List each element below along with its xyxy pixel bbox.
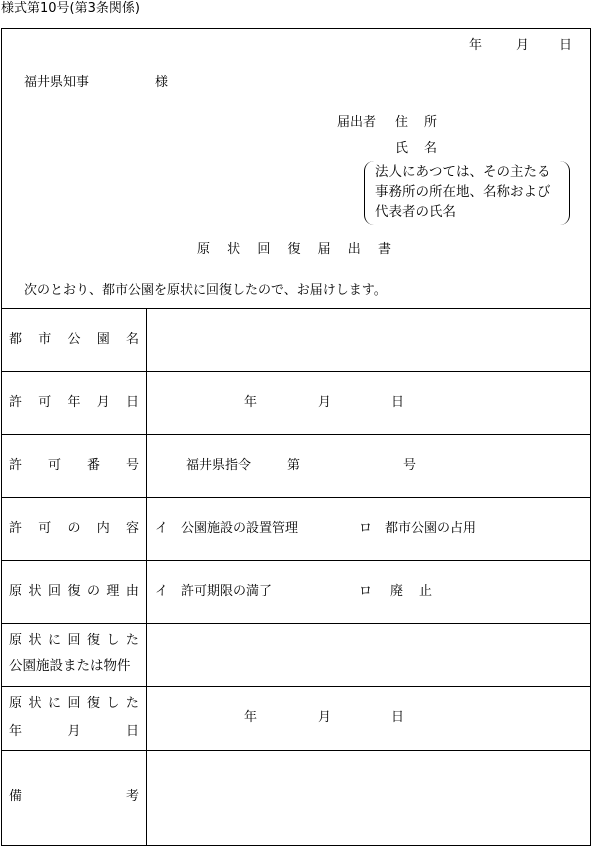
label-char: 状 [28,584,42,599]
title-char: 状 [227,242,241,257]
corporate-note-line-1: 法人にあつては、その主たる [375,164,551,180]
label-char: 年 [9,724,23,739]
label-char: た [125,696,139,711]
permit-number-dai: 第 [287,458,301,473]
label-char: 容 [125,521,139,536]
remarks-label [9,790,139,803]
label-char: 回 [47,584,61,599]
header-date-month: 月 [516,38,530,53]
label-char: 状 [28,696,42,711]
title-char: 回 [257,242,271,257]
label-char: 由 [125,584,139,599]
title-char: 届 [317,242,331,257]
park-name-label [9,333,139,346]
permit-date-label [9,396,139,409]
corporate-note-line-3: 代表者の氏名 [375,204,456,220]
label-char: の [86,584,100,599]
restore-reason-option-a[interactable]: イ 許可期限の満了 [155,584,273,599]
label-char: 許 [9,521,23,536]
permit-date-year: 年 [244,395,258,410]
form-number: 様式第10号(第3条関係) [1,1,140,16]
permit-number-go: 号 [403,458,417,473]
permit-number-prefix: 福井県指令 [186,458,252,473]
row-divider-6 [1,686,591,687]
label-char: 園 [96,332,110,347]
label-char: 都 [9,332,23,347]
restore-reason-option-b-mark[interactable]: ロ [359,584,373,599]
addressee-name: 福井県知事 [24,75,90,90]
label-char: 可 [38,521,52,536]
restore-reason-option-b-1[interactable]: 廃 [390,584,404,599]
label-char: し [106,696,120,711]
form-frame [1,28,591,846]
title-char: 出 [347,242,361,257]
label-char: に [47,696,61,711]
label-char: 可 [47,458,61,473]
label-char: 考 [125,789,139,804]
label-char: 回 [67,633,81,648]
corporate-note-line-2: 事務所の所在地、名称および [375,184,551,200]
label-char: 月 [96,395,110,410]
label-char: 市 [38,332,52,347]
corporate-note-bracket [364,161,570,225]
remarks-field[interactable] [147,751,590,845]
label-char: の [67,521,81,536]
permit-date-day: 日 [391,395,405,410]
label-char: 復 [86,633,100,648]
title-char: 書 [377,242,391,257]
document-title [197,243,391,256]
restored-items-field[interactable] [147,624,590,686]
permit-content-option-a[interactable]: イ 公園施設の設置管理 [155,521,299,536]
label-char: 原 [9,584,23,599]
park-name-field[interactable] [147,309,590,371]
label-char: 内 [96,521,110,536]
label-char: 原 [9,633,23,648]
label-char: 復 [86,696,100,711]
label-char: 回 [67,696,81,711]
label-char: 許 [9,395,23,410]
label-char: 備 [9,789,23,804]
restored-date-label-line-1 [9,697,139,710]
title-char: 復 [287,242,301,257]
label-char: 公 [67,332,81,347]
label-char: 理 [106,584,120,599]
label-char: 復 [67,584,81,599]
label-char: 可 [38,395,52,410]
restored-date-day: 日 [391,710,405,725]
row-divider-2 [1,434,591,435]
label-char: 日 [125,395,139,410]
label-char: 月 [67,724,81,739]
row-divider-4 [1,560,591,561]
label-char: 原 [9,696,23,711]
restored-items-label-line-1 [9,634,139,647]
submitter-address-label-2: 所 [424,115,438,130]
addressee-honorific: 様 [155,75,169,90]
submitter-label: 届出者 [337,115,377,130]
label-char: た [125,633,139,648]
title-char: 原 [197,242,211,257]
submitter-address-label: 住 [395,115,409,130]
label-char: 年 [67,395,81,410]
restore-reason-label [9,585,139,598]
restored-date-year: 年 [244,710,258,725]
label-char: 号 [125,458,139,473]
restored-items-label-line-2: 公園施設または物件 [9,658,131,674]
row-divider-3 [1,497,591,498]
label-char: し [106,633,120,648]
header-date-day: 日 [559,38,573,53]
restore-reason-option-b-2[interactable]: 止 [419,584,433,599]
intro-sentence: 次のとおり、都市公園を原状に回復したので、お届けします。 [24,283,387,298]
permit-number-label [9,459,139,472]
label-char: 許 [9,458,23,473]
label-char: 日 [125,724,139,739]
permit-date-month: 月 [318,395,332,410]
label-char: 名 [125,332,139,347]
restored-date-label-line-2 [9,725,139,738]
label-char: 状 [28,633,42,648]
permit-content-label [9,522,139,535]
row-divider-1 [1,371,591,372]
submitter-name-label-2: 名 [424,141,438,156]
restored-date-month: 月 [318,710,332,725]
permit-content-option-b[interactable]: ロ 都市公園の占用 [359,521,477,536]
label-char: に [47,633,61,648]
submitter-name-label: 氏 [395,141,409,156]
header-date-year: 年 [469,38,483,53]
label-char: 番 [86,458,100,473]
